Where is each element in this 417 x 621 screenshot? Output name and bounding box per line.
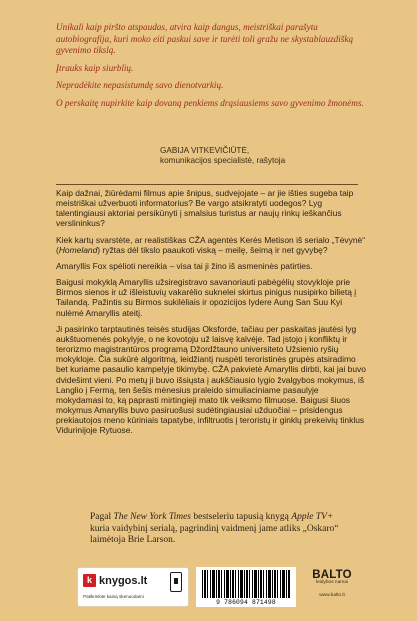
knygos-brand: knygos.lt	[99, 574, 148, 587]
quote-attribution	[120, 146, 372, 166]
barcode-number: 9 786094 871498	[216, 599, 276, 606]
blurb-body	[56, 188, 368, 441]
endorsement-quote	[56, 22, 372, 116]
sticker-caption: Patikrinkite kainą skenuodami	[83, 594, 144, 599]
note-post: kuria vaidybinį serialą, pagrindinį vaidmenį jame atliks „Oskaro“ laimėtoja Brie Larson.	[90, 523, 339, 546]
adaptation-note	[90, 512, 350, 547]
quote-paragraph-1: Unikali kaip piršto atspaudas, atvira kaip dangus, meistriškai parašyta autobiografija, kuri moko eiti paskui save ir turėti toli gražu ne skystablauzdišką gyvenimo tikslą.	[56, 22, 354, 56]
note-mid: bestseleriu tapusią knygą	[191, 512, 292, 522]
publisher-name: BALTO	[312, 569, 352, 581]
publisher-logo	[306, 569, 358, 605]
note-pre: Pagal	[90, 512, 114, 522]
phone-scan-icon	[170, 572, 182, 592]
quote-paragraph-2: Įtrauks kaip siurblių.	[56, 62, 134, 73]
blurb-paragraph-4: Baigusi mokyklą Amaryllis užsiregistravo savanoriauti pabėgėlių stovykloje prie Birmos sienos ir už išleistuvių vakarėlio suknelei skirtus pinigus nusipirko bilietą į Tailandą. Pažintis su Birmos sukilėliais ir opozicijos lydere Aung San Suu Kyi nulėmė Amaryllis ateitį.	[56, 277, 357, 318]
publisher-subtitle: leidybos namai	[316, 580, 348, 585]
blurb-paragraph-2-end: ) ryžtas dėl tikslo paaukoti viską – meilę, šeimą ir net gyvybę?	[97, 244, 328, 255]
quote-author: GABIJA VITKEVIČIŪTĖ,	[160, 146, 250, 155]
homeland-title: Homeland	[58, 244, 98, 255]
nyt-title: The New York Times	[113, 512, 191, 522]
blurb-paragraph-5: Ji pasirinko tarptautinės teisės studijas Oksforde, tačiau per paskaitas jautėsi lyg aukštuomenės pokylyje, o ne kovotoju už laisvę kalvėje. Tad įstojo į konfliktų ir terorizmo magistrantūros programą Džordžtauno universiteto Užsienio ryšių mokykloje. Čia sukūrė algoritmą, leidžiantį nuspėti teroristinės grupės atsiradimo bet kuriame pasaulio kampelyje tikimybę. CŽA pakvietė Amaryllis dirbti, kai jai buvo dvidešimt vieni. Po metų ji buvo išsiųsta į aukščiausio lygio žvalgybos mokymus, iš Langlio į Fermą, ten šešis mėnesius praleido simuliaciniame pasaulyje mokydamasi to, ką paprasti mirtingieji mato tik veiksmo filmuose. Baigusi šiuos mokymus Amaryllis buvo pasiruošusi sudėtingiausiai užduočiai – prisidengus prekiautojos meno kūriniais tapatybe, infiltruotis į teroristų ir ginklų prekeivių tinklus Vidurinijoje Rytuose.	[56, 323, 366, 436]
price-check-sticker	[78, 568, 188, 606]
quote-author-role: komunikacijos specialistė, rašytoja	[160, 156, 286, 166]
publisher-url: www.balto.lt	[319, 593, 345, 598]
blurb-paragraph-1: Kaip dažnai, žiūrėdami filmus apie šnipus, sudvejojate – ar jie išties sugeba taip meistriškai užverbuoti informatorius? Be vargo atsikratyti uodegos? Lyg talentingiausi aktoriai persikūnyti į smalsius turistus ar naujų rinkų ieškančius verslininkus?	[56, 188, 354, 229]
quote-paragraph-3: Nepradėkite nepasistumdę savo dienotvarkių.	[56, 80, 224, 91]
knygos-logo	[83, 574, 147, 587]
quote-paragraph-4: O perskaitę nupirkite kaip dovaną penkiems drąsiausiems savo gyvenimo žmonėms.	[56, 97, 364, 108]
apple-tv-title: Apple TV+	[291, 512, 334, 522]
isbn-barcode	[196, 567, 296, 607]
blurb-paragraph-3: Amaryllis Fox spėlioti nereikia – visa tai ji žino iš asmeninės patirties.	[56, 260, 313, 271]
blurb-paragraph-2	[56, 235, 368, 255]
blurb-paragraph-2-start: Kiek kartų svarstėte, ar realistiškas CŽA agentės Kerės Metison iš serialo „Tėvynė“ (	[56, 234, 366, 255]
barcode-bars	[202, 570, 290, 598]
knygos-logo-icon: k	[83, 574, 96, 587]
divider	[56, 184, 358, 185]
